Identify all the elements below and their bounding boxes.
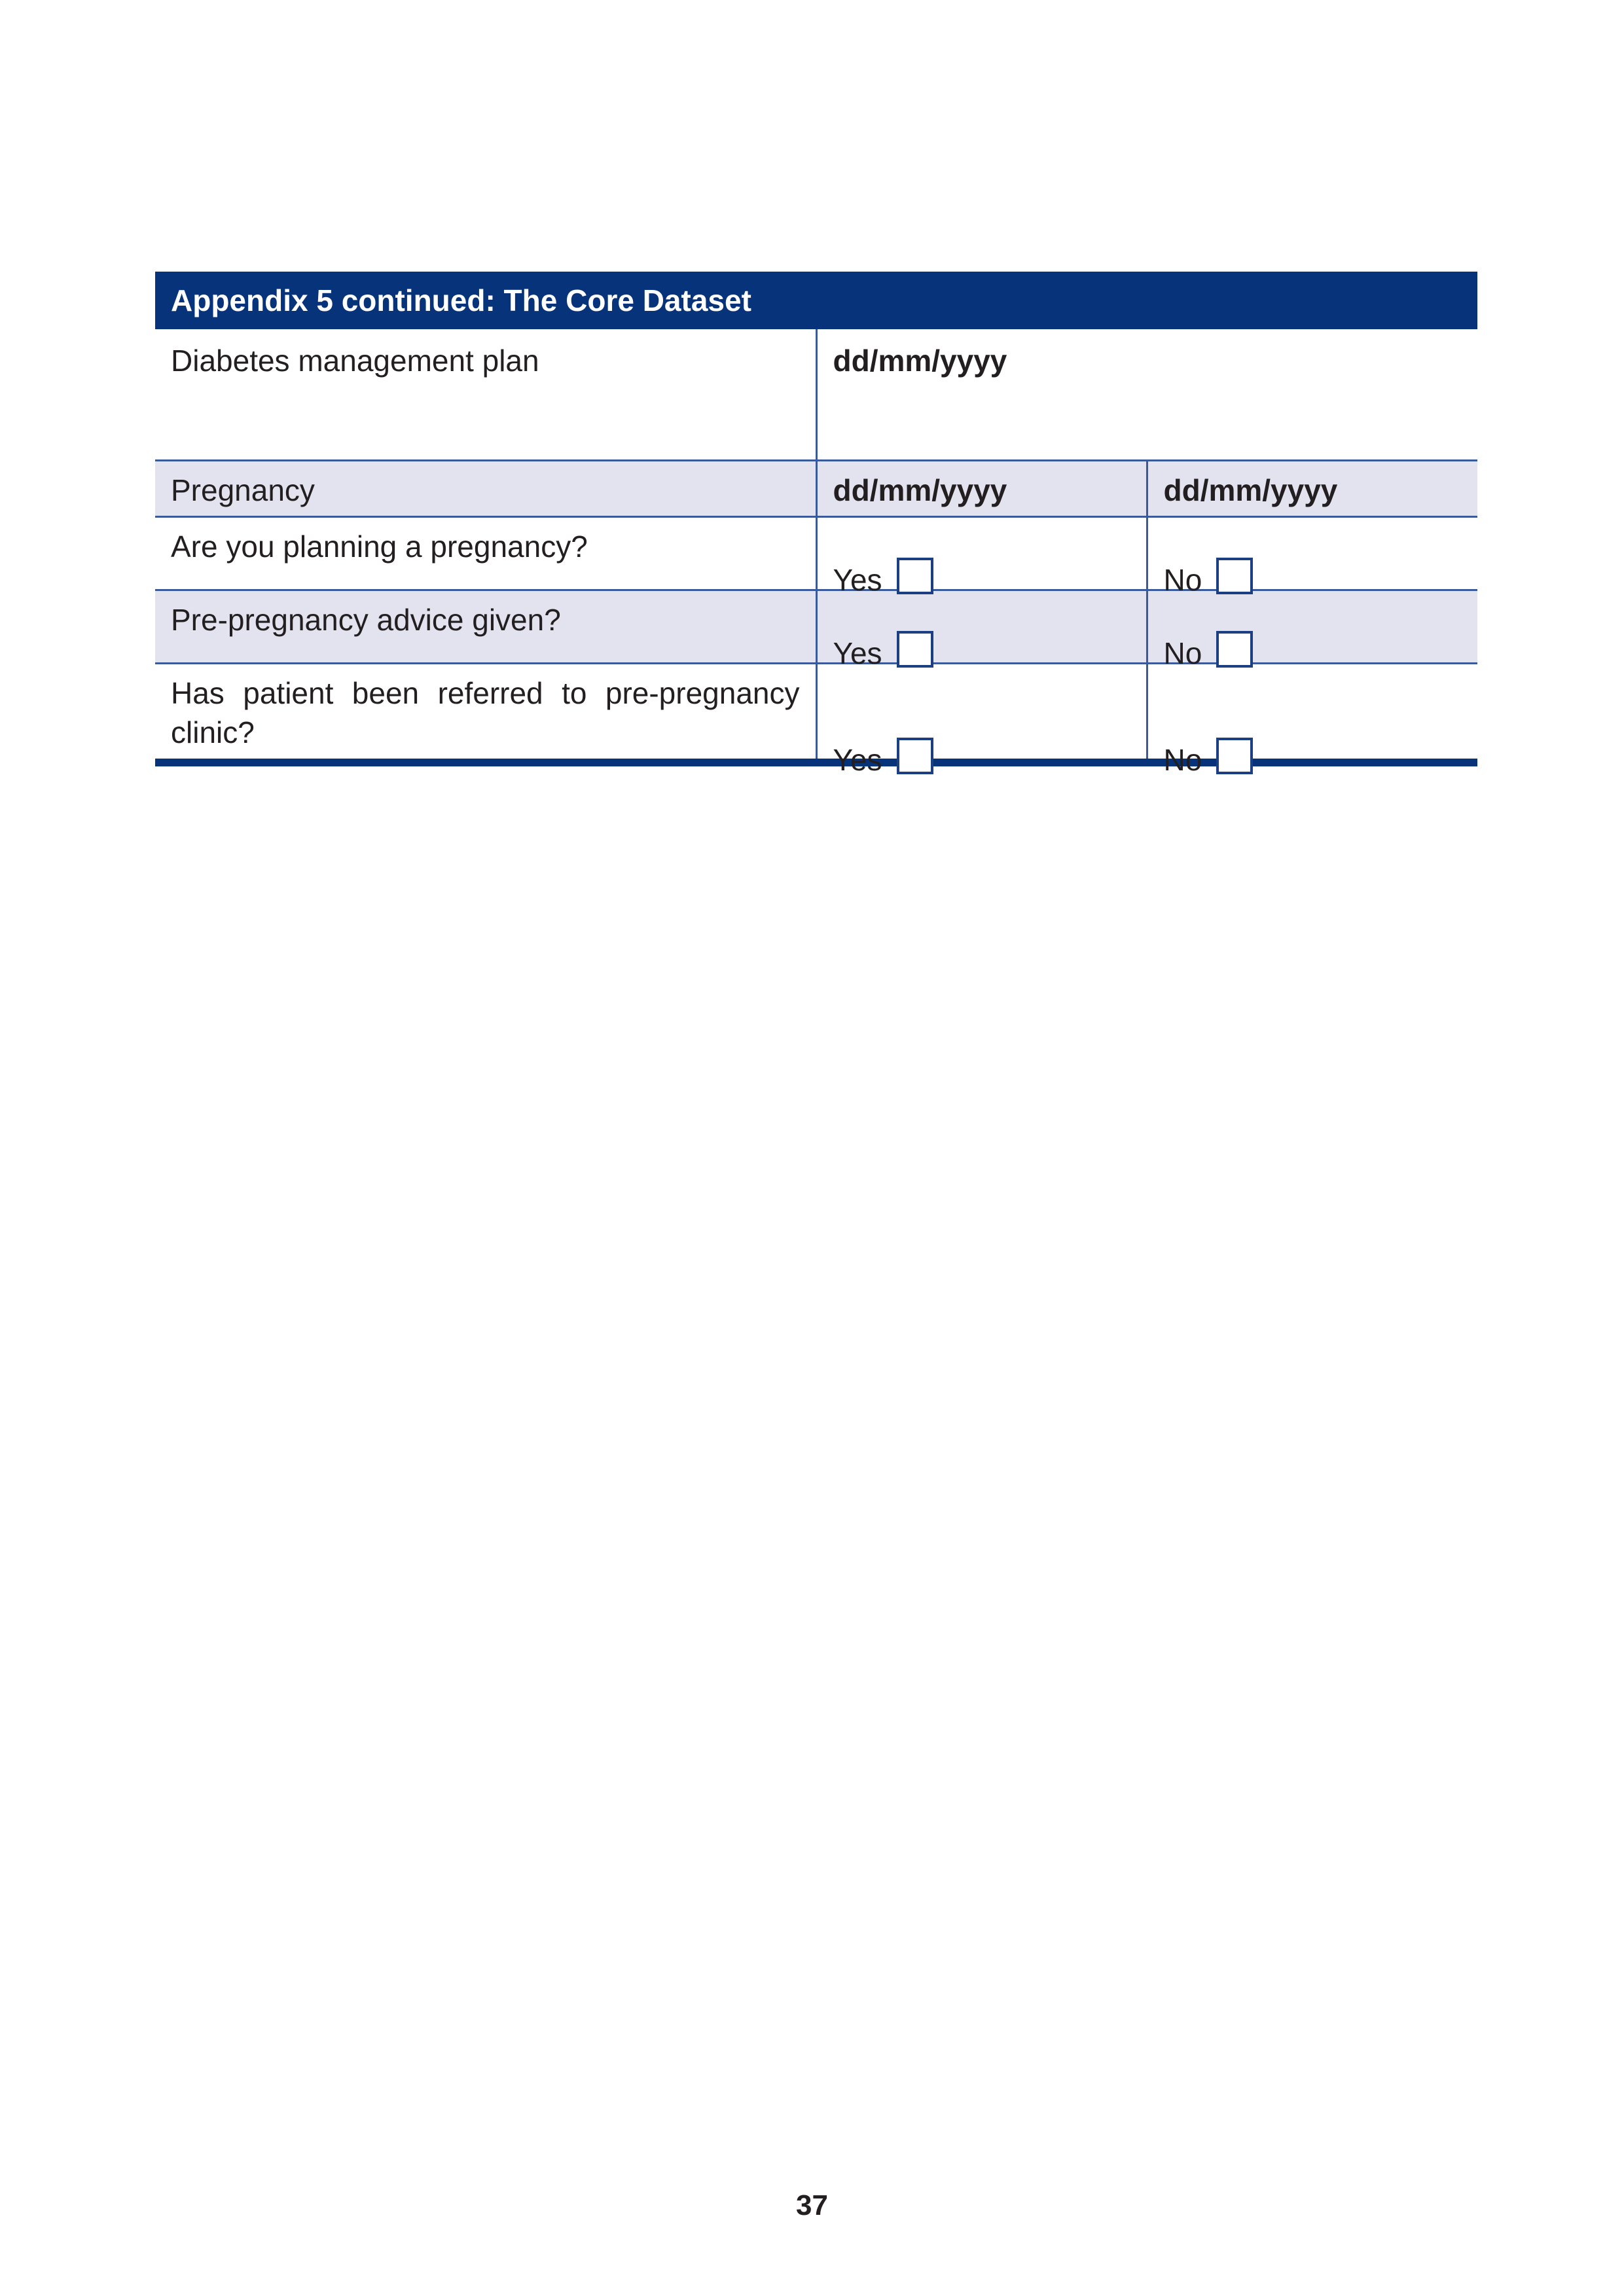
planning-pregnancy-no-checkbox[interactable] — [1216, 558, 1253, 594]
pregnancy-date-2[interactable]: dd/mm/yyyy — [1147, 460, 1477, 516]
referred-clinic-no-checkbox[interactable] — [1216, 738, 1253, 774]
management-plan-date[interactable]: dd/mm/yyyy — [816, 329, 1477, 460]
pregnancy-label: Pregnancy — [155, 460, 816, 516]
table-row — [155, 516, 1477, 590]
table-title-row — [155, 272, 1477, 329]
advice-given-no-checkbox[interactable] — [1216, 631, 1253, 668]
table-title: Appendix 5 continued: The Core Dataset — [155, 272, 1477, 329]
no-label: No — [1163, 636, 1202, 670]
page-number: 37 — [796, 2189, 828, 2221]
yes-label: Yes — [833, 743, 882, 777]
answer-no-cell — [1147, 663, 1477, 777]
planning-pregnancy-yes-checkbox[interactable] — [897, 558, 933, 594]
yes-label: Yes — [833, 636, 882, 670]
yes-label: Yes — [833, 562, 882, 597]
table-row — [155, 590, 1477, 663]
question-advice-given: Pre-pregnancy advice given? — [155, 590, 816, 663]
answer-no-cell — [1147, 516, 1477, 597]
no-label: No — [1163, 743, 1202, 777]
pregnancy-date-1[interactable]: dd/mm/yyyy — [816, 460, 1147, 516]
question-referred-clinic: Has patient been referred to pre-pregnancy clinic? — [155, 663, 816, 762]
question-planning-pregnancy: Are you planning a pregnancy? — [155, 516, 816, 590]
answer-no-cell — [1147, 590, 1477, 670]
answer-yes-cell — [816, 516, 1147, 597]
advice-given-yes-checkbox[interactable] — [897, 631, 933, 668]
referred-clinic-yes-checkbox[interactable] — [897, 738, 933, 774]
table-row — [155, 460, 1477, 516]
table-row — [155, 663, 1477, 762]
table-row — [155, 329, 1477, 460]
answer-yes-cell — [816, 590, 1147, 670]
no-label: No — [1163, 562, 1202, 597]
management-plan-label: Diabetes management plan — [171, 344, 539, 378]
core-dataset-table — [155, 272, 1477, 777]
answer-yes-cell — [816, 663, 1147, 777]
